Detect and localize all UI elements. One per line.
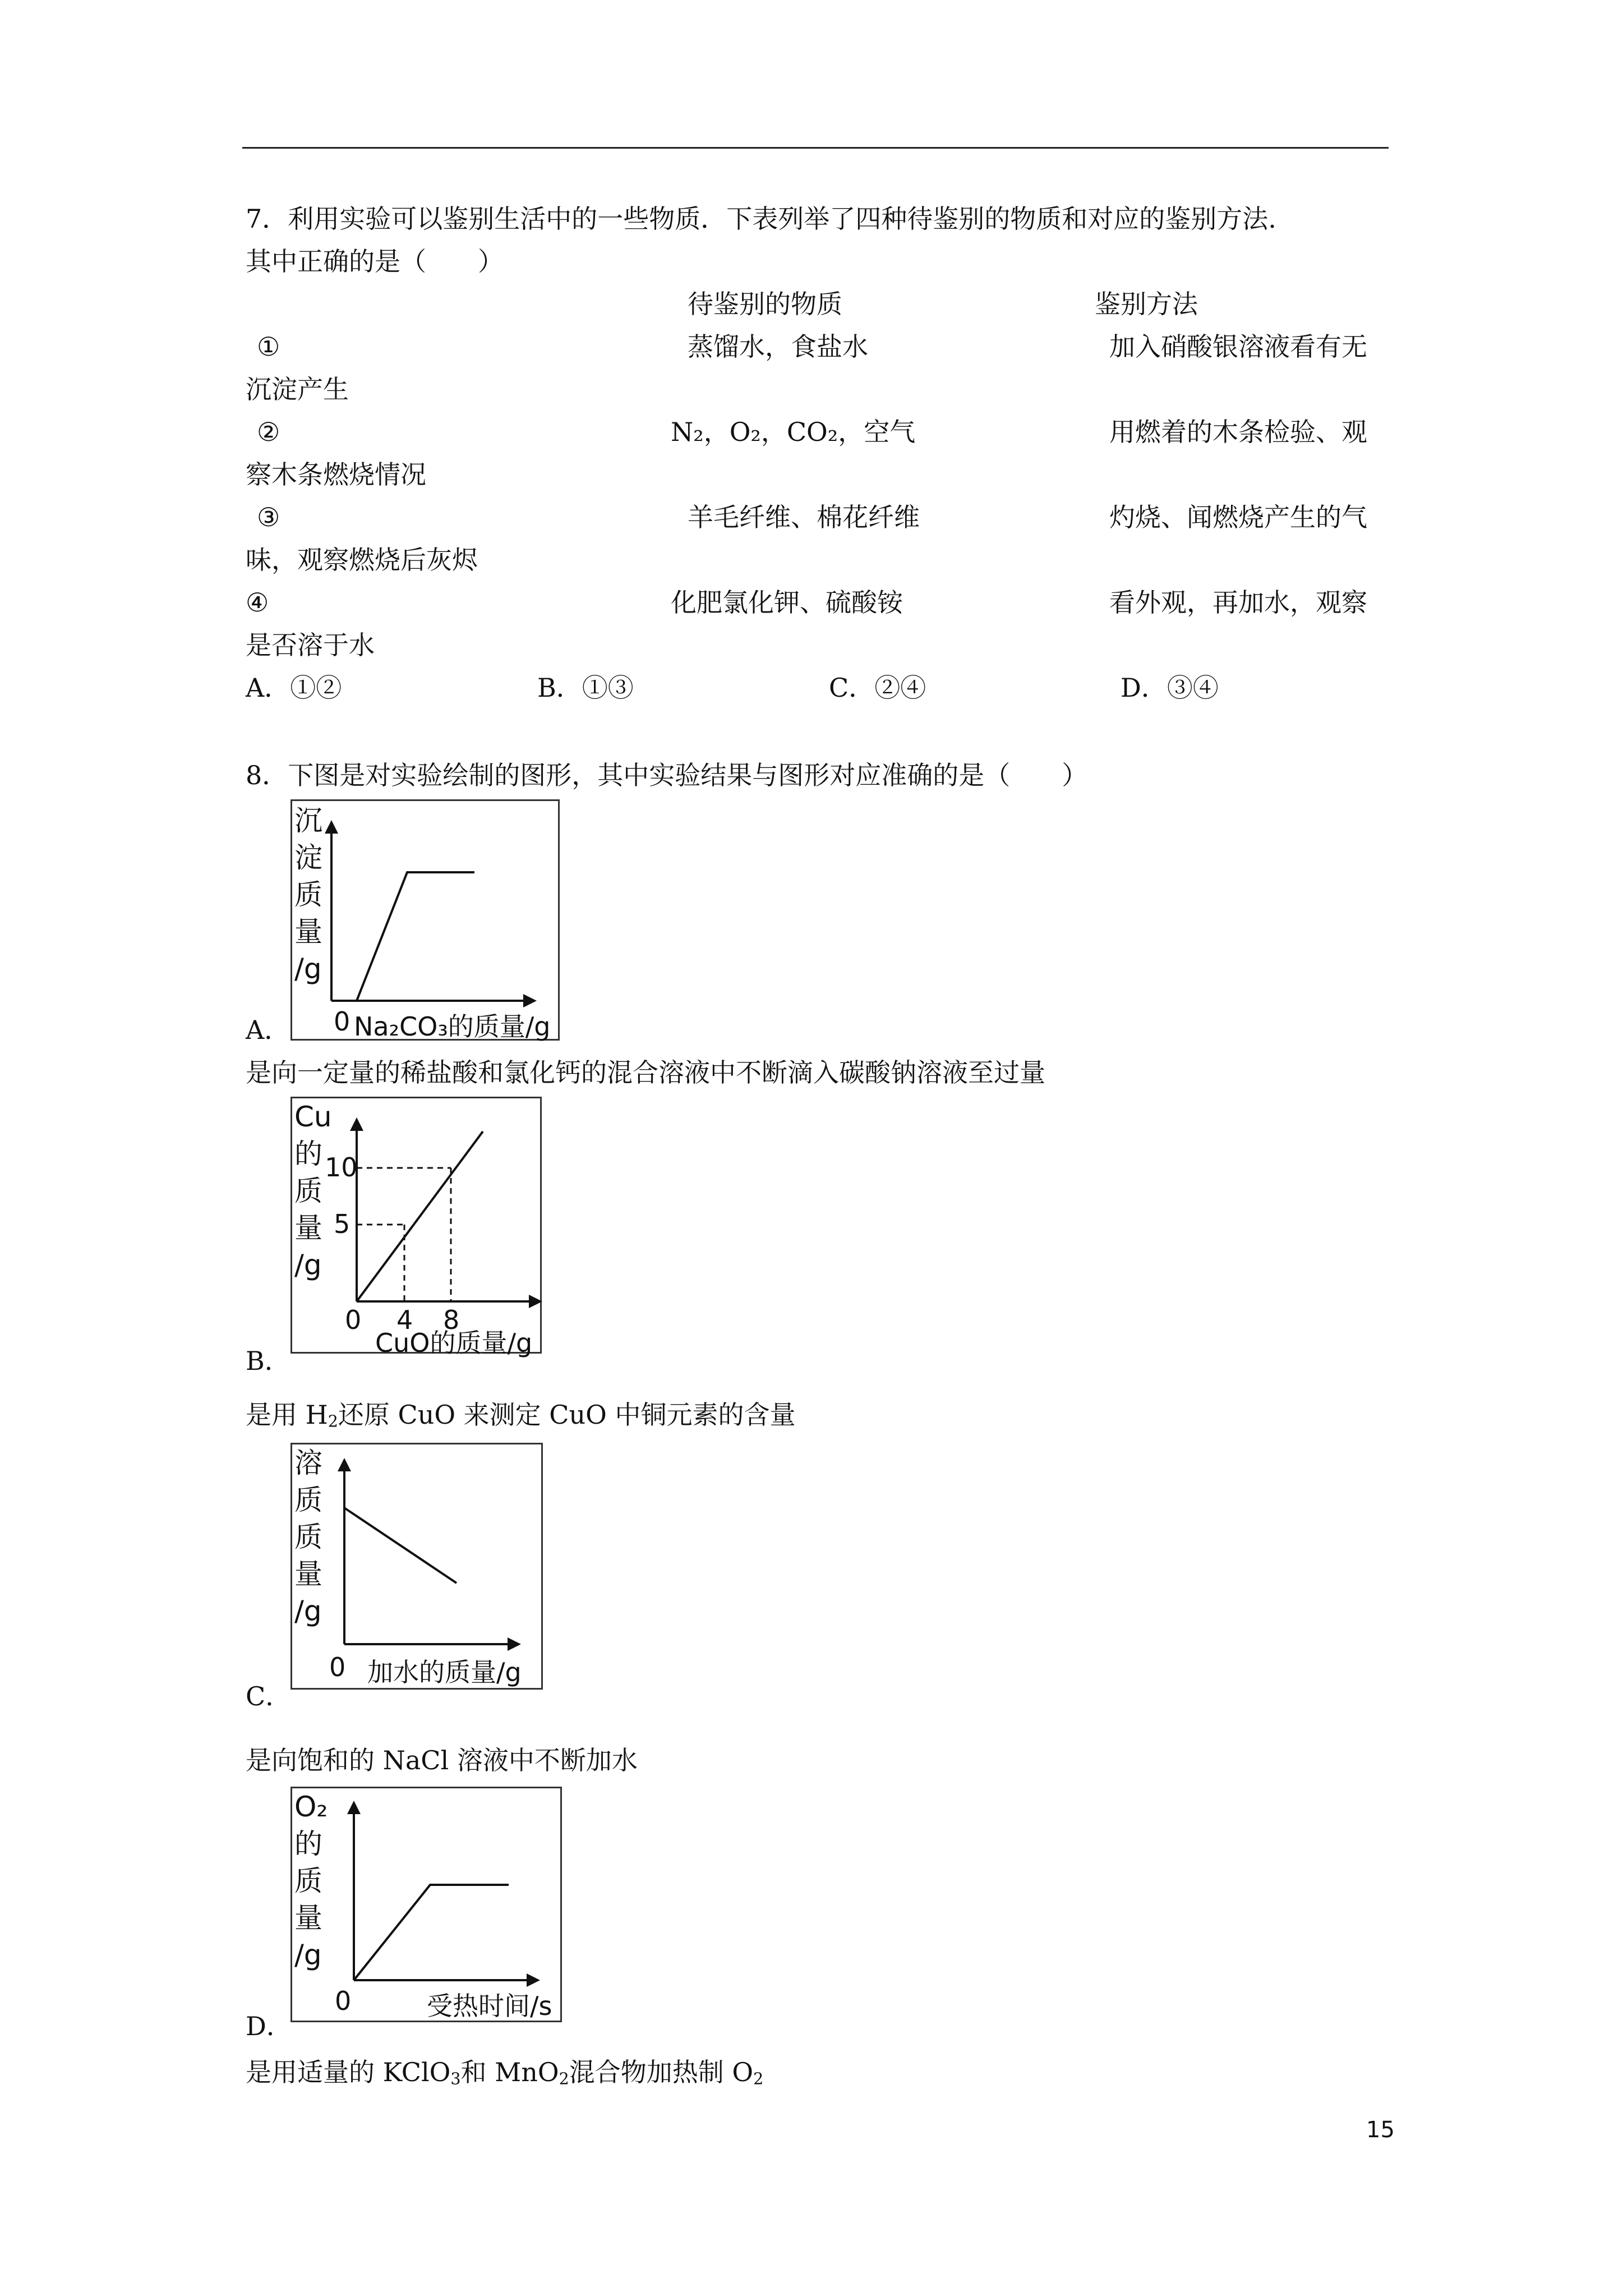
y-label-char: 质 [294, 1865, 322, 1897]
x-axis-arrow [523, 994, 537, 1007]
page-number: 15 [1366, 2117, 1395, 2143]
figure-a-description: 是向一定量的稀盐酸和氯化钙的混合溶液中不断滴入碳酸钠溶液至过量 [246, 1057, 1045, 1088]
y-tick-label: 10 [325, 1152, 358, 1182]
proportional-line [357, 1131, 483, 1301]
q7-row-method: 加入硝酸银溶液看有无 [1109, 332, 1367, 362]
figure-c [291, 1443, 543, 1690]
x-tick-label: 8 [443, 1305, 460, 1335]
decreasing-line [344, 1508, 457, 1583]
q7-row-method-cont: 是否溶于水 [246, 630, 375, 660]
y-axis-arrow [325, 820, 338, 834]
q7-row-method: 灼烧、闻燃烧产生的气 [1109, 502, 1367, 532]
y-label-char: 的 [294, 1828, 322, 1860]
q7-header-method: 鉴别方法 [1095, 289, 1198, 319]
q7-row-substance: 蒸馏水，食盐水 [688, 332, 868, 362]
figure-a-plot [292, 801, 558, 1039]
header-rule [242, 147, 1389, 149]
q7-option-b[interactable]: B．①③ [537, 673, 634, 703]
figure-a [291, 799, 560, 1041]
y-label-char: 量 [294, 915, 322, 948]
origin-label: 0 [334, 1006, 351, 1037]
q7-row-num: ④ [246, 587, 269, 618]
y-label-char: /g [294, 1595, 322, 1627]
q7-row-substance: 化肥氯化钾、硫酸铵 [671, 587, 903, 618]
y-label-char: 质 [294, 1484, 322, 1516]
x-axis-arrow [508, 1637, 521, 1651]
q7-header-substance: 待鉴别的物质 [688, 289, 842, 319]
x-tick-label: 4 [396, 1305, 413, 1335]
origin-label: 0 [335, 1986, 352, 2016]
q7-row-num: ② [257, 417, 280, 447]
y-label-char: /g [294, 953, 322, 985]
x-axis-arrow [529, 1295, 542, 1308]
y-axis-arrow [350, 1117, 363, 1131]
x-axis-label: CuO的质量/g [375, 1328, 533, 1358]
x-axis-label: 加水的质量/g [367, 1657, 522, 1687]
y-label-char: Cu [294, 1101, 332, 1133]
q7-option-a[interactable]: A．①② [246, 673, 342, 703]
q7-row-method: 看外观，再加水，观察 [1109, 587, 1367, 618]
origin-label: 0 [329, 1652, 346, 1682]
y-tick-label: 5 [334, 1209, 351, 1239]
figure-b-plot [292, 1098, 540, 1352]
x-axis-label: 受热时间/s [427, 1991, 552, 2021]
figure-b-letter[interactable]: B． [246, 1346, 291, 1376]
y-label-char: 溶 [294, 1447, 322, 1479]
y-axis-arrow [347, 1801, 361, 1814]
figure-b-description: 是用 $H_2$还原 CuO 来测定 CuO 中铜元素的含量 [246, 1400, 796, 1431]
y-label-char: 的 [294, 1138, 322, 1170]
q7-row-num: ③ [257, 502, 280, 532]
y-label-char: 淀 [294, 841, 322, 874]
y-label-char: 质 [294, 878, 322, 911]
q7-row-substance: N₂，O₂，CO₂，空气 [671, 417, 916, 447]
q8-stem: 8．下图是对实验绘制的图形，其中实验结果与图形对应准确的是（ ） [246, 760, 1088, 790]
y-label-char: /g [294, 1939, 322, 1971]
figure-d-description: 是用适量的 KClO$_3$和 MnO$_2$混合物加热制 $O_2$ [246, 2057, 764, 2088]
origin-label: 0 [345, 1305, 362, 1335]
y-label-char: 质 [294, 1521, 322, 1553]
figure-a-letter[interactable]: A． [246, 1015, 291, 1045]
y-label-char: 质 [294, 1175, 322, 1207]
q7-option-c[interactable]: C．②④ [829, 673, 926, 703]
q7-row-method-cont: 味，观察燃烧后灰烬 [246, 545, 478, 575]
y-axis-arrow [338, 1458, 351, 1471]
figure-d-letter[interactable]: D． [246, 2011, 292, 2041]
curve [357, 872, 474, 1001]
x-axis-label: Na₂CO₃的质量/g [354, 1011, 551, 1042]
y-label-char: 量 [294, 1212, 322, 1244]
q7-row-method: 用燃着的木条检验、观 [1109, 417, 1367, 447]
y-label-char: 量 [294, 1902, 322, 1934]
q7-row-method-cont: 察木条燃烧情况 [246, 459, 426, 490]
figure-d [291, 1787, 562, 2022]
figure-c-plot [292, 1444, 541, 1688]
figure-b [291, 1097, 542, 1358]
y-label-char: 量 [294, 1558, 322, 1590]
y-label-char: 沉 [294, 804, 322, 837]
y-label-char: O₂ [294, 1791, 328, 1823]
q7-stem-line2: 其中正确的是（ ） [246, 246, 504, 277]
curve [354, 1885, 509, 1980]
q7-option-d[interactable]: D．③④ [1121, 673, 1219, 703]
q7-row-method-cont: 沉淀产生 [246, 374, 349, 404]
figure-c-letter[interactable]: C． [246, 1681, 292, 1711]
y-label-char: /g [294, 1249, 322, 1281]
q7-row-substance: 羊毛纤维、棉花纤维 [688, 502, 920, 532]
x-axis-arrow [527, 1973, 540, 1987]
q7-row-num: ① [257, 332, 280, 362]
q7-stem-line1: 7．利用实验可以鉴别生活中的一些物质．下表列举了四种待鉴别的物质和对应的鉴别方法. [246, 204, 1276, 234]
figure-c-description: 是向饱和的 NaCl 溶液中不断加水 [246, 1745, 638, 1775]
